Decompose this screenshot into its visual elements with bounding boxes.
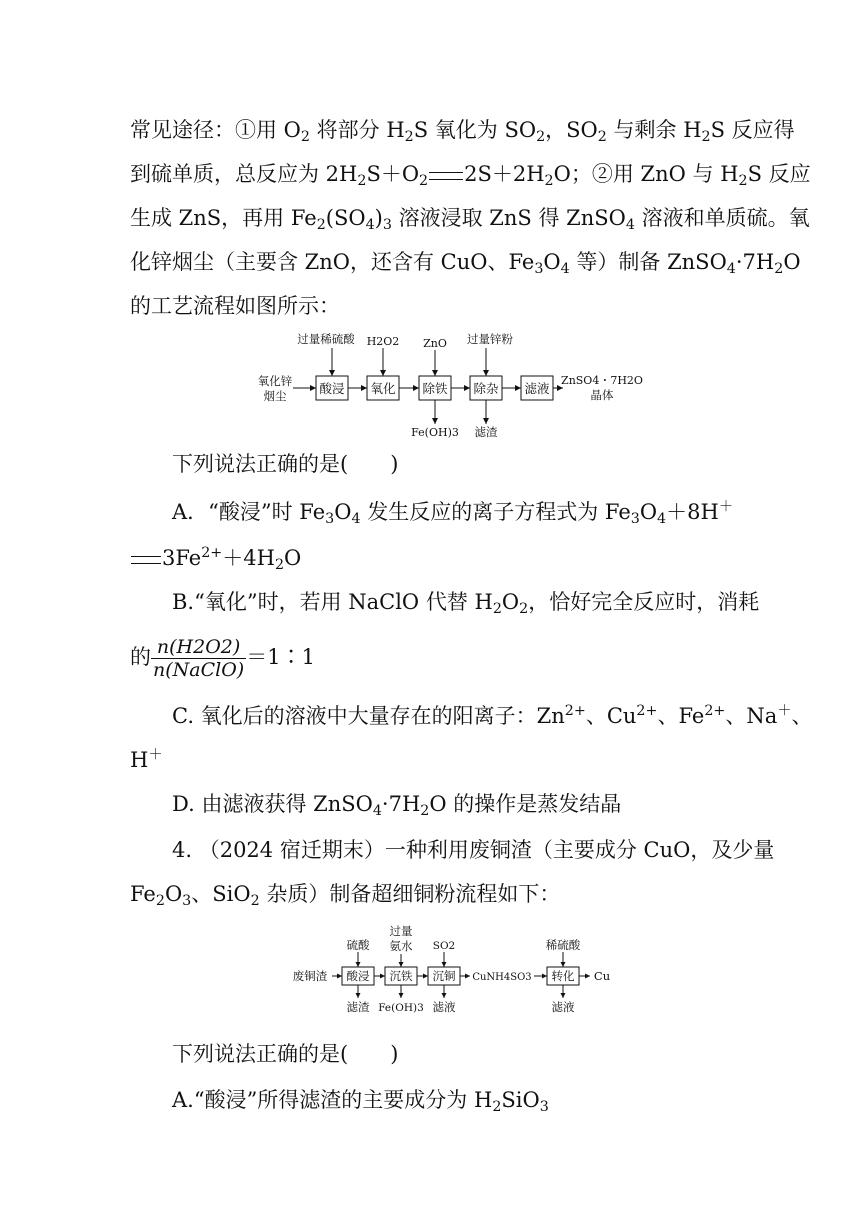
flow2-reagent-1: 硫酸 [346, 938, 370, 952]
flow2-step-3: 沉铜 [432, 969, 456, 983]
flow2-byproduct-3: 滤液 [432, 1000, 456, 1014]
q4-option-a: A.“酸浸”所得滤渣的主要成分为 $H_2SiO_3$ [172, 1088, 549, 1115]
flow2-input: 废铜渣 [292, 969, 328, 983]
flow2-step-2: 沉铁 [389, 969, 413, 983]
q3-option-b-line-2: 的 $\frac{n(H2O2)}{\text{n(NaClO)}}$ ＝1∶1 [130, 636, 315, 681]
flow2-reagent-4: 稀硫酸 [545, 938, 581, 952]
q3-option-d: D. 由滤液获得 $ZnSO_4\cdot 7H_2O$ 的操作是蒸发结晶 [172, 792, 622, 819]
flow1-reagent-3: ZnO [423, 337, 447, 350]
flow2-step-4: 转化 [551, 969, 575, 983]
q4-stem: 下列说法正确的是( ) [172, 1042, 399, 1066]
flow1-reagent-1: 过量稀硫酸 [297, 332, 355, 346]
fraction-denominator: n(NaClO) [153, 659, 245, 681]
flow1-byproduct-2: 滤渣 [474, 425, 498, 439]
flow1-step-3: 除铁 [422, 381, 448, 396]
intro-line-5: 的工艺流程如图所示： [130, 294, 340, 318]
flow-diagram-1 [250, 328, 650, 444]
flow1-step-2: 氧化 [370, 381, 396, 396]
flow2-reagent-3: SO2 [432, 940, 456, 952]
flow1-input-2: 烟尘 [263, 389, 287, 403]
flow1-byproduct-1: Fe(OH)3 [411, 426, 459, 439]
flow2-output: Cu [593, 969, 611, 983]
flow2-step-1: 酸浸 [346, 969, 370, 983]
q3-option-c-line-2: H＋ [130, 747, 163, 772]
flow1-output-1: ZnSO4・7H2O [561, 374, 643, 387]
flow-diagram-2 [288, 922, 618, 1018]
flow1-step-5: 滤液 [524, 381, 550, 396]
intro-line-2: 到硫单质，总反应为 $2H_2S+O_2$ $2S+2H_2O$；②用 ZnO 与 $H_2S$ 反应 [130, 162, 811, 189]
q3-option-a-line-2: $3Fe^{2+}+4H_2O$ [130, 545, 301, 571]
double-equals-sign [131, 556, 161, 564]
flow1-input-1: 氧化锌 [257, 374, 293, 388]
intro-line-3: 生成 ZnS，再用 $Fe_2(SO_4)_3$ 溶液浸取 ZnS 得 ZnSO$_4$ 溶液和单质硫。氧 [130, 206, 810, 233]
flow2-reagent-2a: 过量 [389, 924, 413, 938]
flow2-byproduct-4: 滤液 [551, 1000, 575, 1014]
flow1-step-4: 除杂 [473, 381, 499, 396]
flow1-reagent-4: 过量锌粉 [467, 332, 513, 346]
flow1-output-2: 晶体 [590, 388, 614, 402]
q3-stem: 下列说法正确的是( ) [172, 452, 399, 476]
q4-line-2: $Fe_2O_3$、SiO$_2$ 杂质）制备超细铜粉流程如下： [130, 882, 561, 909]
flow1-reagent-2: H2O2 [366, 335, 400, 348]
flow2-byproduct-1: 滤渣 [346, 1000, 370, 1014]
flow2-reagent-2b: 氨水 [389, 939, 413, 953]
flow1-step-1: 酸浸 [319, 381, 345, 396]
flow2-intermediate: CuNH4SO3 [472, 972, 532, 983]
q3-option-c-line-1: C. 氧化后的溶液中大量存在的阳离子：$Zn^{2+}$、$Cu^{2+}$、$Fe^{2+}$、Na＋、 [172, 703, 813, 728]
q3-option-b-line-1: B.“氧化”时，若用 NaClO 代替 $H_2O_2$，恰好完全反应时，消耗 [172, 590, 760, 617]
q4-line-1: 4. （2024 宿迁期末）一种利用废铜渣（主要成分 CuO，及少量 [172, 838, 775, 862]
flow2-byproduct-2: Fe(OH)3 [378, 1002, 424, 1014]
intro-line-4: 化锌烟尘（主要含 ZnO，还含有 CuO、$Fe_3O_4$ 等）制备 $ZnSO_4\cdot 7H_2O$ [130, 250, 801, 277]
fraction [151, 636, 246, 681]
q3-option-a-line-1: A．“酸浸”时 $Fe_3O_4$ 发生反应的离子方程式为 $Fe_3O_4+8H^+$ [172, 499, 734, 527]
intro-line-1: 常见途径：①用 $O_2$ 将部分 $H_2S$ 氧化为 $SO_2$，$SO_2$ 与剩余 $H_2S$ 反应得 [130, 118, 795, 145]
fraction-numerator: n(H2O2) [151, 636, 246, 659]
double-equals-sign [429, 172, 463, 180]
